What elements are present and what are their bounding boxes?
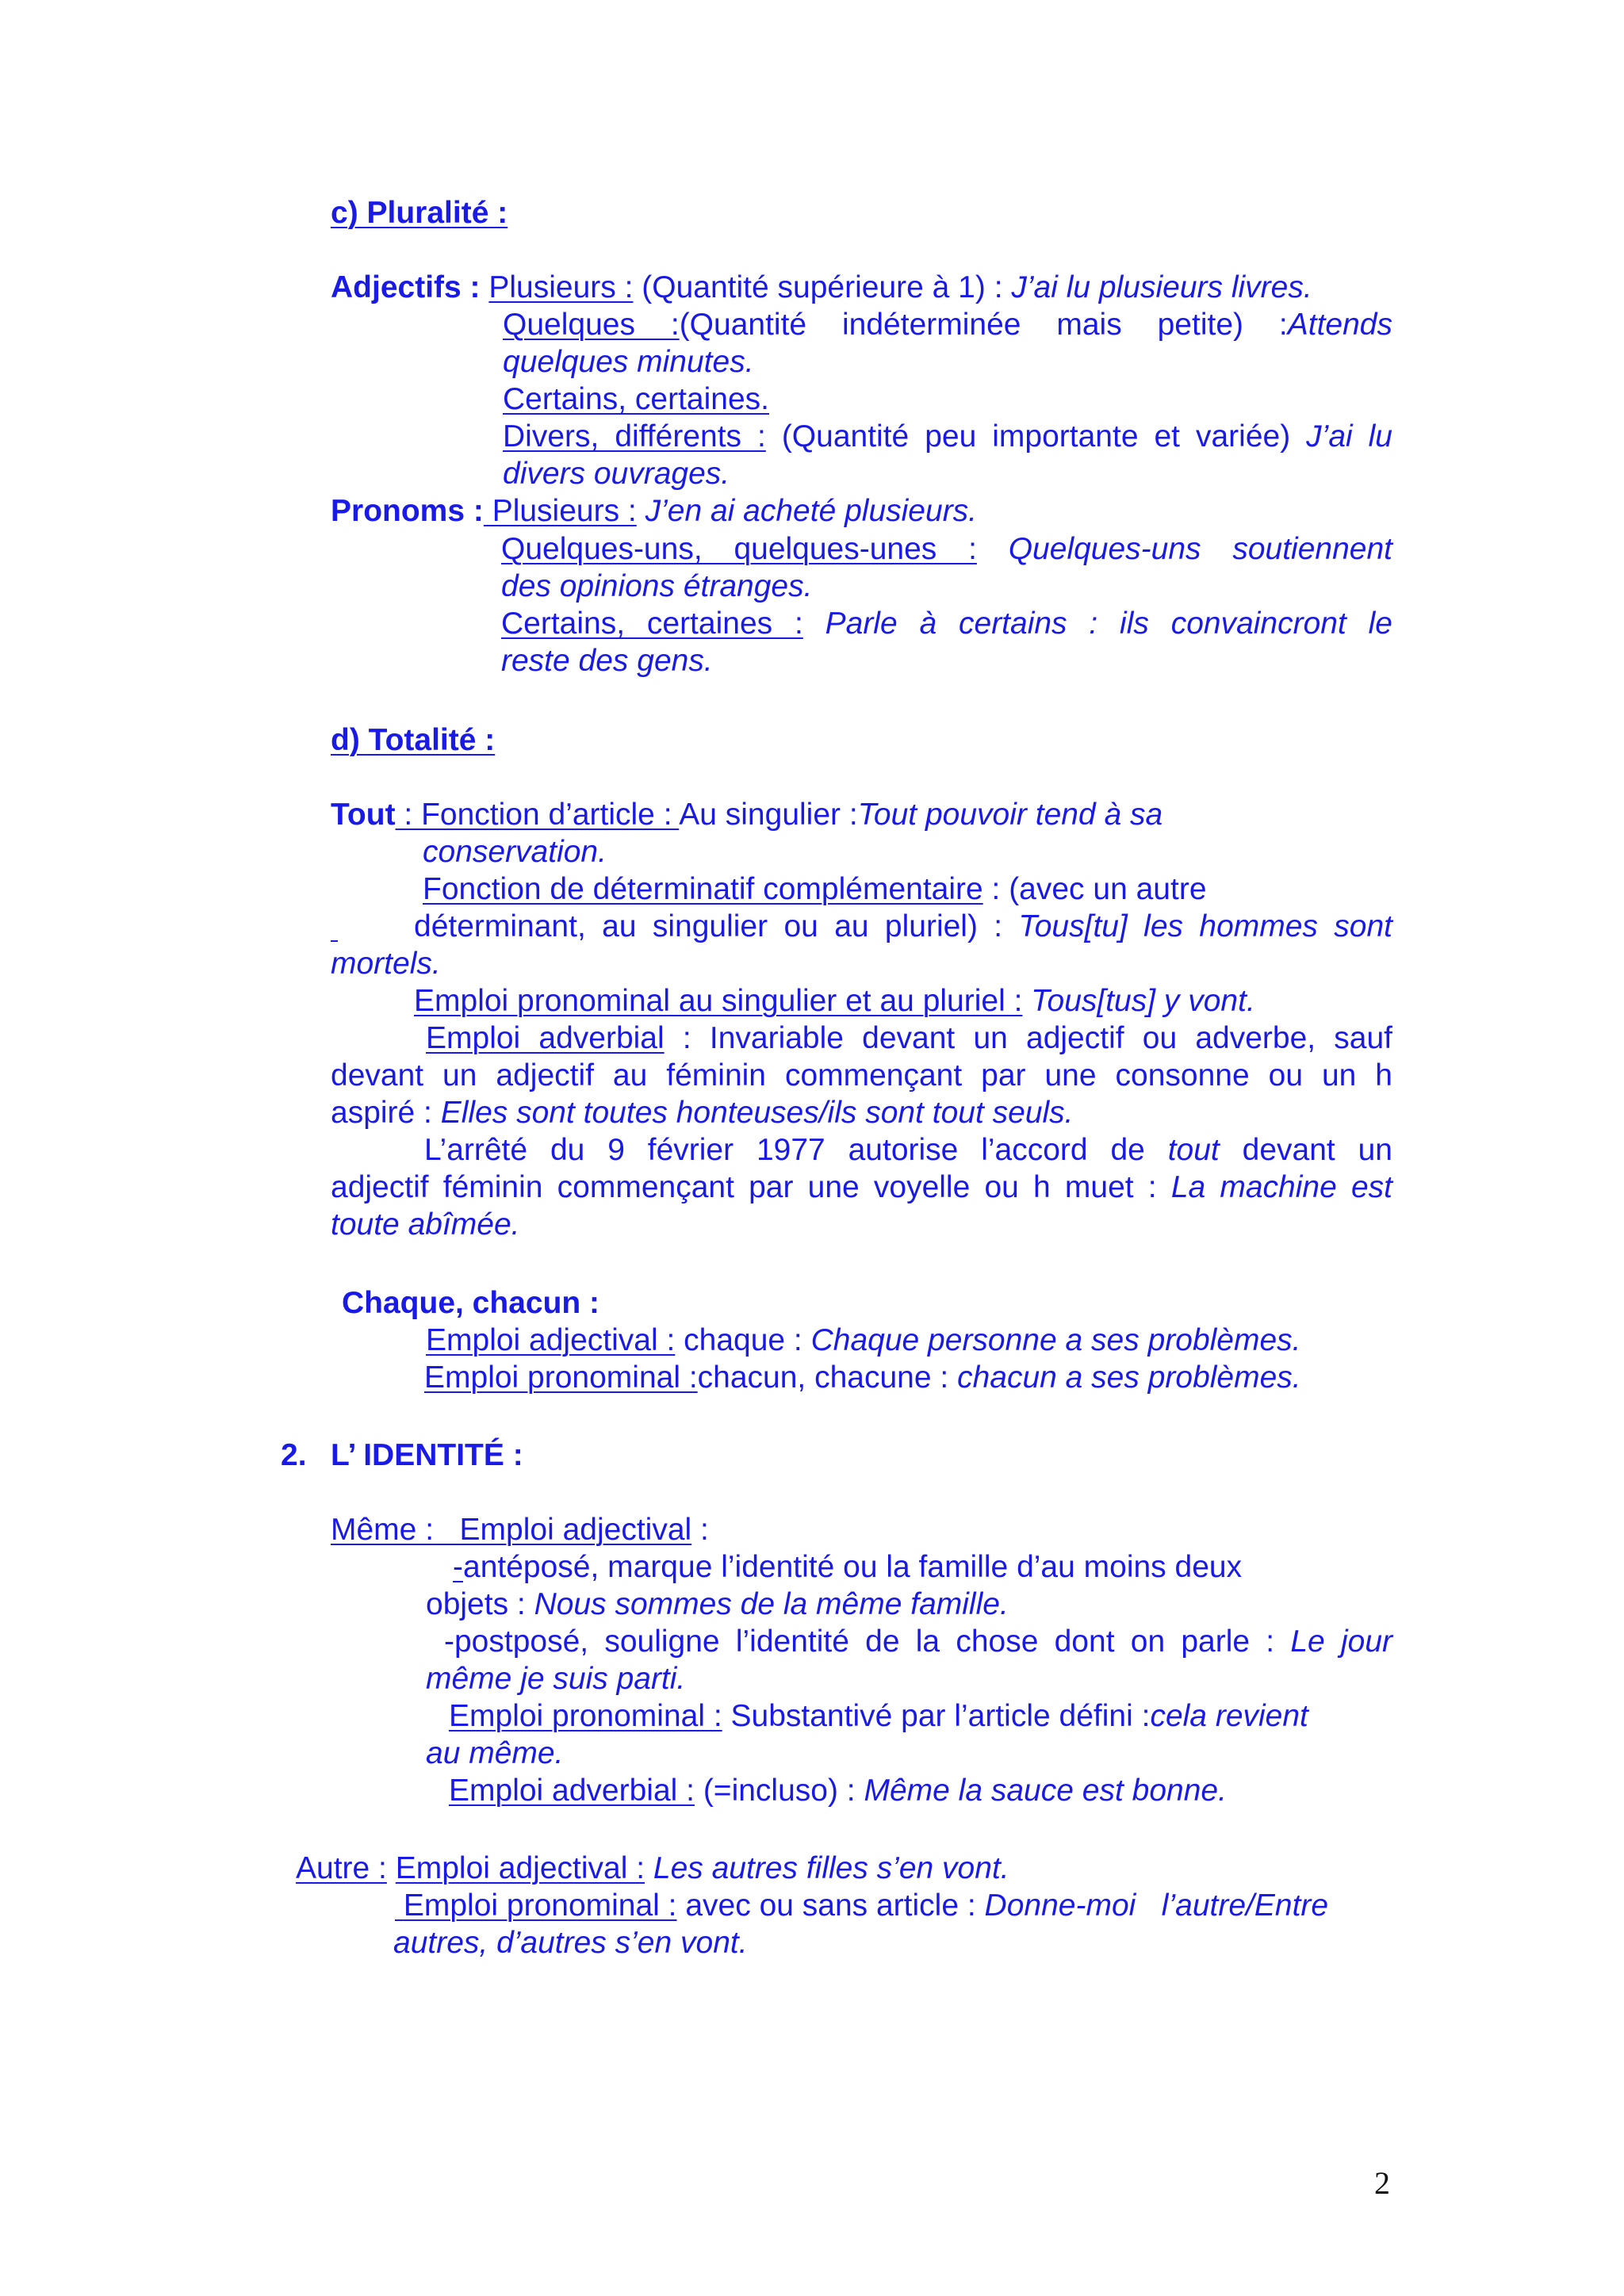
- term-pron-quelques: Quelques-uns, quelques-unes :: [501, 532, 977, 566]
- example-pron-quelques: Quelques-uns soutiennent: [976, 532, 1392, 566]
- term-chaque-adjectival: Emploi adjectival :: [426, 1323, 676, 1357]
- note-meme-adverbial: (=incluso) :: [694, 1774, 864, 1808]
- example-plusieurs: J’ai lu plusieurs livres.: [1011, 270, 1312, 304]
- meme-adverbial-line: [449, 1772, 1227, 1809]
- note-meme-pronominal: Substantivé par l’article défini :: [722, 1699, 1151, 1733]
- tout-article-line: [331, 796, 1162, 833]
- arrete-text-cont: adjectif féminin commençant par une voyelle ou h muet :: [331, 1170, 1171, 1204]
- note-chaque-adjectival: chaque :: [675, 1323, 811, 1357]
- note-adverbial-cont: aspiré :: [331, 1096, 441, 1130]
- note-antepose-cont: objets :: [426, 1587, 534, 1621]
- note-autre-pronominal: avec ou sans article :: [676, 1888, 985, 1923]
- quelques-line: [503, 306, 1392, 343]
- example-fonction-article: Tout pouvoir tend à sa: [857, 798, 1163, 832]
- arrete-text: L’arrêté du 9 février 1977 autorise l’accord de: [424, 1133, 1168, 1167]
- antepose-example-line: [426, 1586, 1009, 1623]
- determinatif-line: [423, 871, 1207, 908]
- note-quelques: (Quantité indéterminée mais petite) :: [679, 308, 1288, 342]
- adverbial-note-cont: devant un adjectif au féminin commençant par une consonne ou un h: [331, 1058, 1392, 1093]
- arrete-tout: tout: [1167, 1133, 1220, 1167]
- antepose-line: [453, 1548, 1242, 1586]
- example-adverbial: Elles sont toutes honteuses/ils sont tout seuls.: [440, 1096, 1074, 1130]
- autre-label: Autre :: [296, 1851, 387, 1885]
- term-pron-plusieurs: Plusieurs :: [483, 494, 637, 528]
- example-divers: J’ai lu: [1306, 419, 1393, 453]
- pron-certains-example-cont: reste des gens.: [501, 644, 713, 678]
- term-divers: Divers, différents :: [503, 419, 766, 453]
- arrete-example-cont: toute abîmée.: [331, 1207, 520, 1242]
- pronoms-label: Pronoms :: [331, 494, 484, 528]
- example-arrete: La machine est: [1170, 1170, 1392, 1204]
- adjectifs-plusieurs-line: [331, 269, 1312, 306]
- heading-totalite: d) Totalité :: [331, 723, 496, 757]
- adverbial-example-line: [331, 1094, 1074, 1131]
- autre-pronominal-example-cont: autres, d’autres s’en vont.: [393, 1926, 748, 1960]
- meme-adjectival-colon: :: [691, 1513, 709, 1547]
- example-chaque-pronominal: chacun a ses problèmes.: [957, 1360, 1301, 1395]
- term-chaque-pronominal: Emploi pronominal :: [424, 1360, 698, 1395]
- fonction-article-example-cont: conservation.: [423, 835, 607, 869]
- note-fonction-article: Au singulier :: [679, 798, 858, 832]
- term-pron-certains: Certains, certaines :: [501, 607, 803, 641]
- autre-pronominal-line: [395, 1887, 1328, 1924]
- quelques-example-cont: quelques minutes.: [503, 345, 754, 379]
- example-chaque-adjectival: Chaque personne a ses problèmes.: [810, 1323, 1301, 1357]
- term-meme-adjectival: Emploi adjectival: [459, 1513, 692, 1547]
- page-number: 2: [1374, 2165, 1390, 2201]
- meme-gap: [434, 1513, 460, 1547]
- example-pronominal: Tous[tus] y vont.: [1022, 984, 1255, 1018]
- note-determinatif-cont: déterminant, au singulier ou au pluriel) :: [414, 909, 1019, 943]
- heading-identite: L’ IDENTITÉ :: [331, 1438, 523, 1472]
- example-determinatif: Tous[tu] les hommes sont: [1018, 909, 1392, 943]
- example-postpose: Le jour: [1290, 1624, 1392, 1659]
- term-quelques: Quelques :: [503, 308, 680, 342]
- term-autre-adjectival: Emploi adjectival :: [395, 1851, 645, 1885]
- example-meme-adverbial: Même la sauce est bonne.: [864, 1774, 1227, 1808]
- note-divers: (Quantité peu importante et variée): [765, 419, 1307, 453]
- note-chaque-pronominal: chacun, chacune :: [697, 1360, 958, 1395]
- postpose-line: [444, 1623, 1392, 1660]
- divers-line: [503, 418, 1392, 455]
- pron-certains-line: [501, 605, 1392, 642]
- arrete-line-2: [331, 1169, 1392, 1206]
- divers-example-cont: divers ouvrages.: [503, 457, 730, 491]
- meme-pronominal-line: [449, 1697, 1308, 1735]
- meme-pronominal-example-cont: au même.: [426, 1736, 564, 1770]
- pronominal-line: [414, 982, 1255, 1020]
- meme-label: Même :: [331, 1513, 435, 1547]
- stray-underline-mark: [331, 940, 338, 942]
- adverbial-line: [426, 1020, 1392, 1057]
- arrete-line: [424, 1131, 1392, 1169]
- term-determinatif: Fonction de déterminatif complémentaire: [423, 872, 983, 906]
- example-pron-plusieurs: J’en ai acheté plusieurs.: [636, 494, 978, 528]
- antepose-dash: -: [453, 1550, 463, 1584]
- autre-adjectival-line: [296, 1850, 1009, 1887]
- term-meme-adverbial: Emploi adverbial :: [449, 1774, 695, 1808]
- tout-label: Tout: [331, 798, 396, 832]
- note-adverbial: : Invariable devant un adjectif ou adverbe, sauf: [664, 1021, 1392, 1055]
- note-plusieurs: (Quantité supérieure à 1) :: [633, 270, 1012, 304]
- note-postpose: -postposé, souligne l’identité de la chose dont on parle :: [444, 1624, 1291, 1659]
- heading-identite-number: 2.: [281, 1438, 307, 1472]
- term-autre-pronominal: [395, 1888, 677, 1923]
- pron-quelques-line: [501, 530, 1392, 568]
- determinatif-line-2: [414, 908, 1392, 945]
- term-plusieurs: Plusieurs :: [488, 270, 634, 304]
- postpose-example-cont: même je suis parti.: [426, 1662, 686, 1696]
- example-meme-pronominal: cela revient: [1150, 1699, 1308, 1733]
- example-antepose: Nous sommes de la même famille.: [534, 1587, 1009, 1621]
- adjectifs-label: Adjectifs :: [331, 270, 481, 304]
- term-certains: Certains, certaines.: [503, 382, 769, 416]
- pron-quelques-example-cont: des opinions étranges.: [501, 569, 813, 603]
- note-antepose: antéposé, marque l’identité ou la famille d’au moins deux: [463, 1550, 1243, 1584]
- chaque-adjectival-line: [426, 1322, 1301, 1359]
- heading-pluralite: c) Pluralité :: [331, 196, 508, 230]
- example-autre-pronominal: Donne-moi l’autre/Entre: [984, 1888, 1329, 1923]
- chaque-label: Chaque, chacun :: [342, 1286, 600, 1320]
- term-meme-pronominal: Emploi pronominal :: [449, 1699, 722, 1733]
- example-pron-certains: Parle à certains : ils convaincront le: [802, 607, 1392, 641]
- term-pronominal: Emploi pronominal au singulier et au pluriel :: [414, 984, 1023, 1018]
- term-fonction-article: : Fonction d’article :: [395, 798, 680, 832]
- example-autre-adjectival: Les autres filles s’en vont.: [645, 1851, 1009, 1885]
- note-determinatif: : (avec un autre: [982, 872, 1207, 906]
- term-autre-pronominal-text: Emploi pronominal :: [403, 1888, 677, 1923]
- example-quelques: Attends: [1287, 308, 1392, 342]
- chaque-pronominal-line: [424, 1359, 1301, 1396]
- arrete-text-end: devant un: [1219, 1133, 1392, 1167]
- pronoms-plusieurs-line: [331, 492, 977, 530]
- determinatif-example-cont: mortels.: [331, 947, 441, 981]
- meme-adjectival-line: [331, 1511, 709, 1548]
- term-adverbial: Emploi adverbial: [426, 1021, 665, 1055]
